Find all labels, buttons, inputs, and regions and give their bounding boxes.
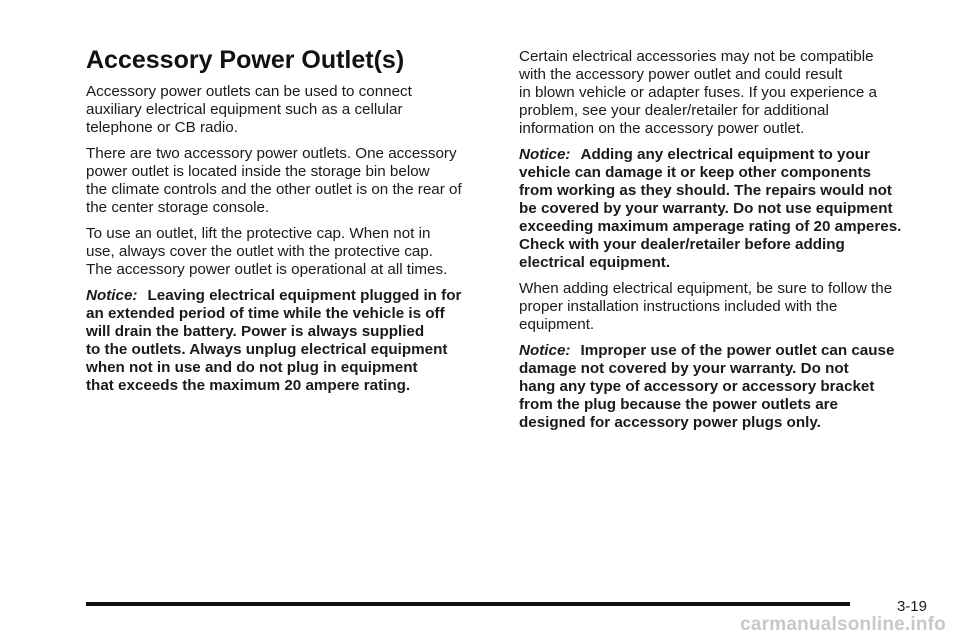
- text-line: problem, see your dealer/retailer for additional: [519, 102, 829, 119]
- watermark: carmanualsonline.info: [740, 614, 946, 635]
- notice-first-line: [86, 287, 498, 305]
- battery-notice: [86, 287, 498, 395]
- installation-paragraph: [519, 280, 939, 334]
- notice-text: Improper use of the power outlet can cause: [580, 342, 895, 359]
- compatibility-paragraph: [519, 48, 939, 138]
- text-line: equipment.: [519, 316, 595, 333]
- notice-first-line: [519, 146, 939, 164]
- page-number: 3-19: [896, 598, 927, 615]
- misuse-notice: [519, 342, 939, 432]
- usage-paragraph: [86, 225, 498, 279]
- notice-first-line: [519, 342, 939, 360]
- text-line: in blown vehicle or adapter fuses. If you experience a: [519, 84, 877, 101]
- text-line: power outlet is located inside the storage bin below: [86, 163, 430, 180]
- notice-line: an extended period of time while the vehicle is off: [86, 305, 445, 322]
- notice-line: from the plug because the power outlets are: [519, 396, 838, 413]
- outlet-location-paragraph: [86, 145, 498, 217]
- text-line: use, always cover the outlet with the protective cap.: [86, 243, 433, 260]
- text-line: To use an outlet, lift the protective cap. When not in: [86, 225, 431, 242]
- notice-line: exceeding maximum amperage rating of 20 amperes.: [519, 218, 902, 235]
- text-line: information on the accessory power outlet.: [519, 120, 805, 137]
- notice-text: Leaving electrical equipment plugged in for: [147, 287, 462, 304]
- text-line: auxiliary electrical equipment such as a cellular: [86, 101, 403, 118]
- notice-text: Adding any electrical equipment to your: [580, 146, 870, 163]
- notice-line: designed for accessory power plugs only.: [519, 414, 821, 431]
- text-line: The accessory power outlet is operational at all times.: [86, 261, 448, 278]
- left-column: [86, 44, 498, 403]
- text-line: proper installation instructions included with the: [519, 298, 838, 315]
- notice-line: hang any type of accessory or accessory bracket: [519, 378, 875, 395]
- text-line: with the accessory power outlet and could result: [519, 66, 843, 83]
- notice-label: Notice:: [519, 342, 571, 359]
- text-line: telephone or CB radio.: [86, 119, 238, 136]
- text-line: Accessory power outlets can be used to connect: [86, 83, 412, 100]
- page-title: Accessory Power Outlet(s): [86, 46, 405, 74]
- intro-paragraph: [86, 83, 498, 137]
- notice-line: will drain the battery. Power is always supplied: [86, 323, 425, 340]
- text-line: the climate controls and the other outlet is on the rear of: [86, 181, 462, 198]
- notice-line: be covered by your warranty. Do not use equipment: [519, 200, 893, 217]
- notice-line: electrical equipment.: [519, 254, 671, 271]
- footer-rule: [86, 602, 850, 606]
- notice-line: Check with your dealer/retailer before adding: [519, 236, 845, 253]
- notice-line: vehicle can damage it or keep other components: [519, 164, 871, 181]
- notice-line: to the outlets. Always unplug electrical equipment: [86, 341, 448, 358]
- notice-line: that exceeds the maximum 20 ampere rating.: [86, 377, 411, 394]
- notice-label: Notice:: [86, 287, 138, 304]
- notice-line: when not in use and do not plug in equipment: [86, 359, 418, 376]
- notice-line: damage not covered by your warranty. Do not: [519, 360, 849, 377]
- right-column: [519, 48, 939, 440]
- text-line: When adding electrical equipment, be sure to follow the: [519, 280, 893, 297]
- notice-line: from working as they should. The repairs would not: [519, 182, 892, 199]
- notice-label: Notice:: [519, 146, 571, 163]
- equipment-notice: [519, 146, 939, 272]
- text-line: Certain electrical accessories may not be compatible: [519, 48, 874, 65]
- text-line: There are two accessory power outlets. One accessory: [86, 145, 457, 162]
- text-line: the center storage console.: [86, 199, 270, 216]
